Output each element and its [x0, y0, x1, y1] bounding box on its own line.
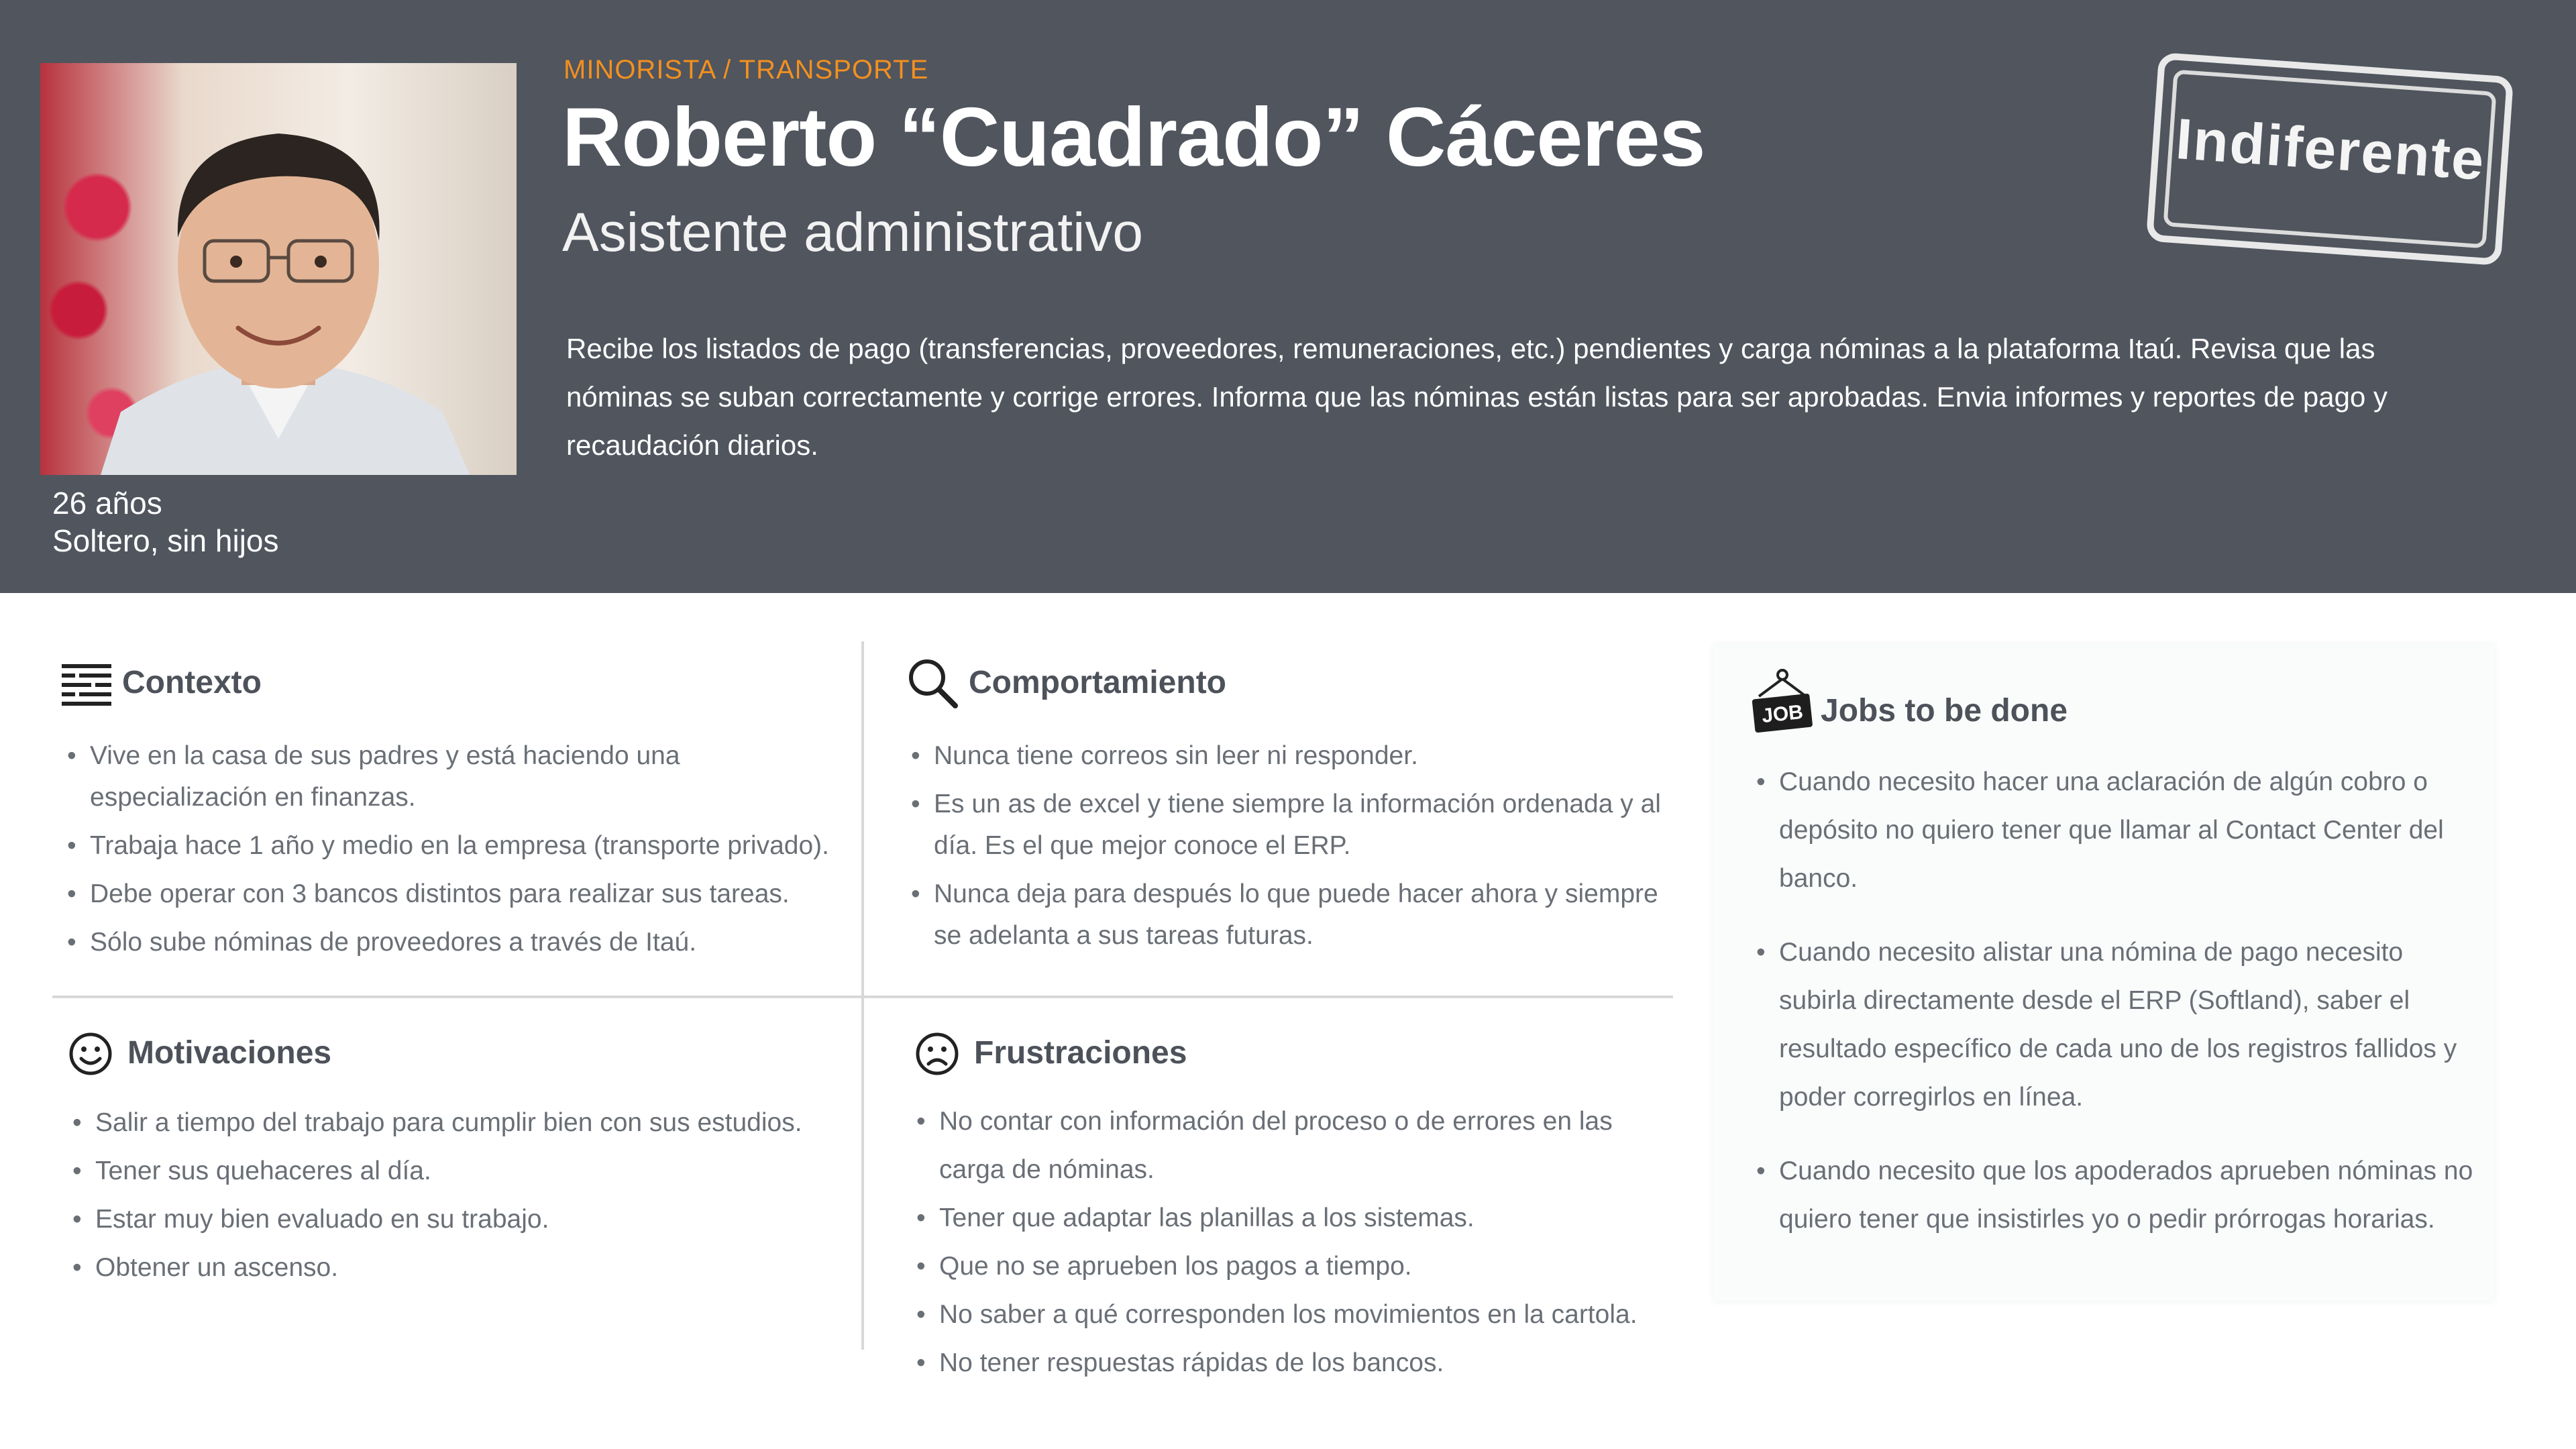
- attitude-stamp: [2146, 52, 2514, 266]
- jobs-list: [1754, 758, 2478, 1244]
- motivaciones-list: [70, 1099, 848, 1292]
- magnifier-icon: [907, 657, 958, 708]
- section-title: Frustraciones: [974, 1035, 1187, 1071]
- persona-family-status: Soltero, sin hijos: [52, 523, 279, 558]
- section-title: Comportamiento: [969, 665, 1226, 700]
- list-item: • Cuando necesito alistar una nómina de pago necesito subirla directamente desde el ERP (Softland), saber el resultado específico de cada uno de los registros fallidos y poder corregirlos en línea.: [1754, 928, 2478, 1122]
- frustraciones-list: [914, 1097, 1685, 1387]
- persona-photo: [40, 63, 517, 475]
- list-item: • No contar con información del proceso o de errores en las carga de nóminas.: [914, 1097, 1685, 1194]
- contexto-list: [64, 735, 843, 963]
- job-sign-text: JOB: [1760, 700, 1805, 728]
- sad-face-icon: [915, 1032, 959, 1076]
- list-item: • No tener respuestas rápidas de los bancos.: [914, 1339, 1685, 1387]
- persona-role: Asistente administrativo: [562, 202, 1143, 263]
- persona-name: Roberto “Cuadrado” Cáceres: [562, 91, 1705, 184]
- job-sign-icon: [1751, 668, 1814, 734]
- list-item: • Obtener un ascenso.: [70, 1244, 848, 1292]
- section-title: Contexto: [122, 665, 262, 700]
- section-title: Jobs to be done: [1821, 693, 2068, 729]
- list-item: • Trabaja hace 1 año y medio en la empresa (transporte privado).: [64, 825, 843, 867]
- list-item: • Sólo sube nóminas de proveedores a través de Itaú.: [64, 922, 843, 963]
- persona-header: [0, 0, 2576, 593]
- list-item: • Debe operar con 3 bancos distintos para realizar sus tareas.: [64, 873, 843, 915]
- list-item: • Cuando necesito que los apoderados aprueben nóminas no quiero tener que insistirles yo o pedir prórrogas horarias.: [1754, 1147, 2478, 1244]
- list-item: • Nunca deja para después lo que puede hacer ahora y siempre se adelanta a sus tareas futuras.: [908, 873, 1680, 957]
- persona-category: MINORISTA / TRANSPORTE: [564, 55, 929, 85]
- list-item: • Estar muy bien evaluado en su trabajo.: [70, 1195, 848, 1244]
- attitude-stamp-label: Indiferente: [2174, 107, 2487, 193]
- list-item: • Tener sus quehaceres al día.: [70, 1147, 848, 1195]
- smiley-icon: [68, 1032, 113, 1076]
- list-item: • Que no se aprueben los pagos a tiempo.: [914, 1242, 1685, 1291]
- comportamiento-list: [908, 735, 1680, 957]
- section-title: Motivaciones: [127, 1035, 332, 1071]
- list-item: • No saber a qué corresponden los movimientos en la cartola.: [914, 1291, 1685, 1339]
- persona-description: Recibe los listados de pago (transferencias, proveedores, remuneraciones, etc.) pendientes y carga nóminas a la plataforma Itaú. Revisa que las nóminas se suban correctamente y corrige errores. Informa que las nóminas están listas para ser aprobadas. Envia informes y reportes de pago y recaudación diarios.: [566, 333, 2388, 461]
- list-item: • Tener que adaptar las planillas a los sistemas.: [914, 1194, 1685, 1242]
- row-divider-horizontal: [52, 996, 1673, 998]
- persona-age: 26 años: [52, 486, 162, 521]
- list-item: • Es un as de excel y tiene siempre la información ordenada y al día. Es el que mejor conoce el ERP.: [908, 784, 1680, 867]
- list-item: • Salir a tiempo del trabajo para cumplir bien con sus estudios.: [70, 1099, 848, 1147]
- list-item: • Cuando necesito hacer una aclaración de algún cobro o depósito no quiero tener que llamar al Contact Center del banco.: [1754, 758, 2478, 903]
- list-item: • Nunca tiene correos sin leer ni responder.: [908, 735, 1680, 777]
- list-item: • Vive en la casa de sus padres y está haciendo una especialización en finanzas.: [64, 735, 843, 818]
- person-portrait-icon: [40, 63, 517, 475]
- list-lines-icon: [62, 663, 111, 706]
- persona-demographics: [52, 484, 279, 559]
